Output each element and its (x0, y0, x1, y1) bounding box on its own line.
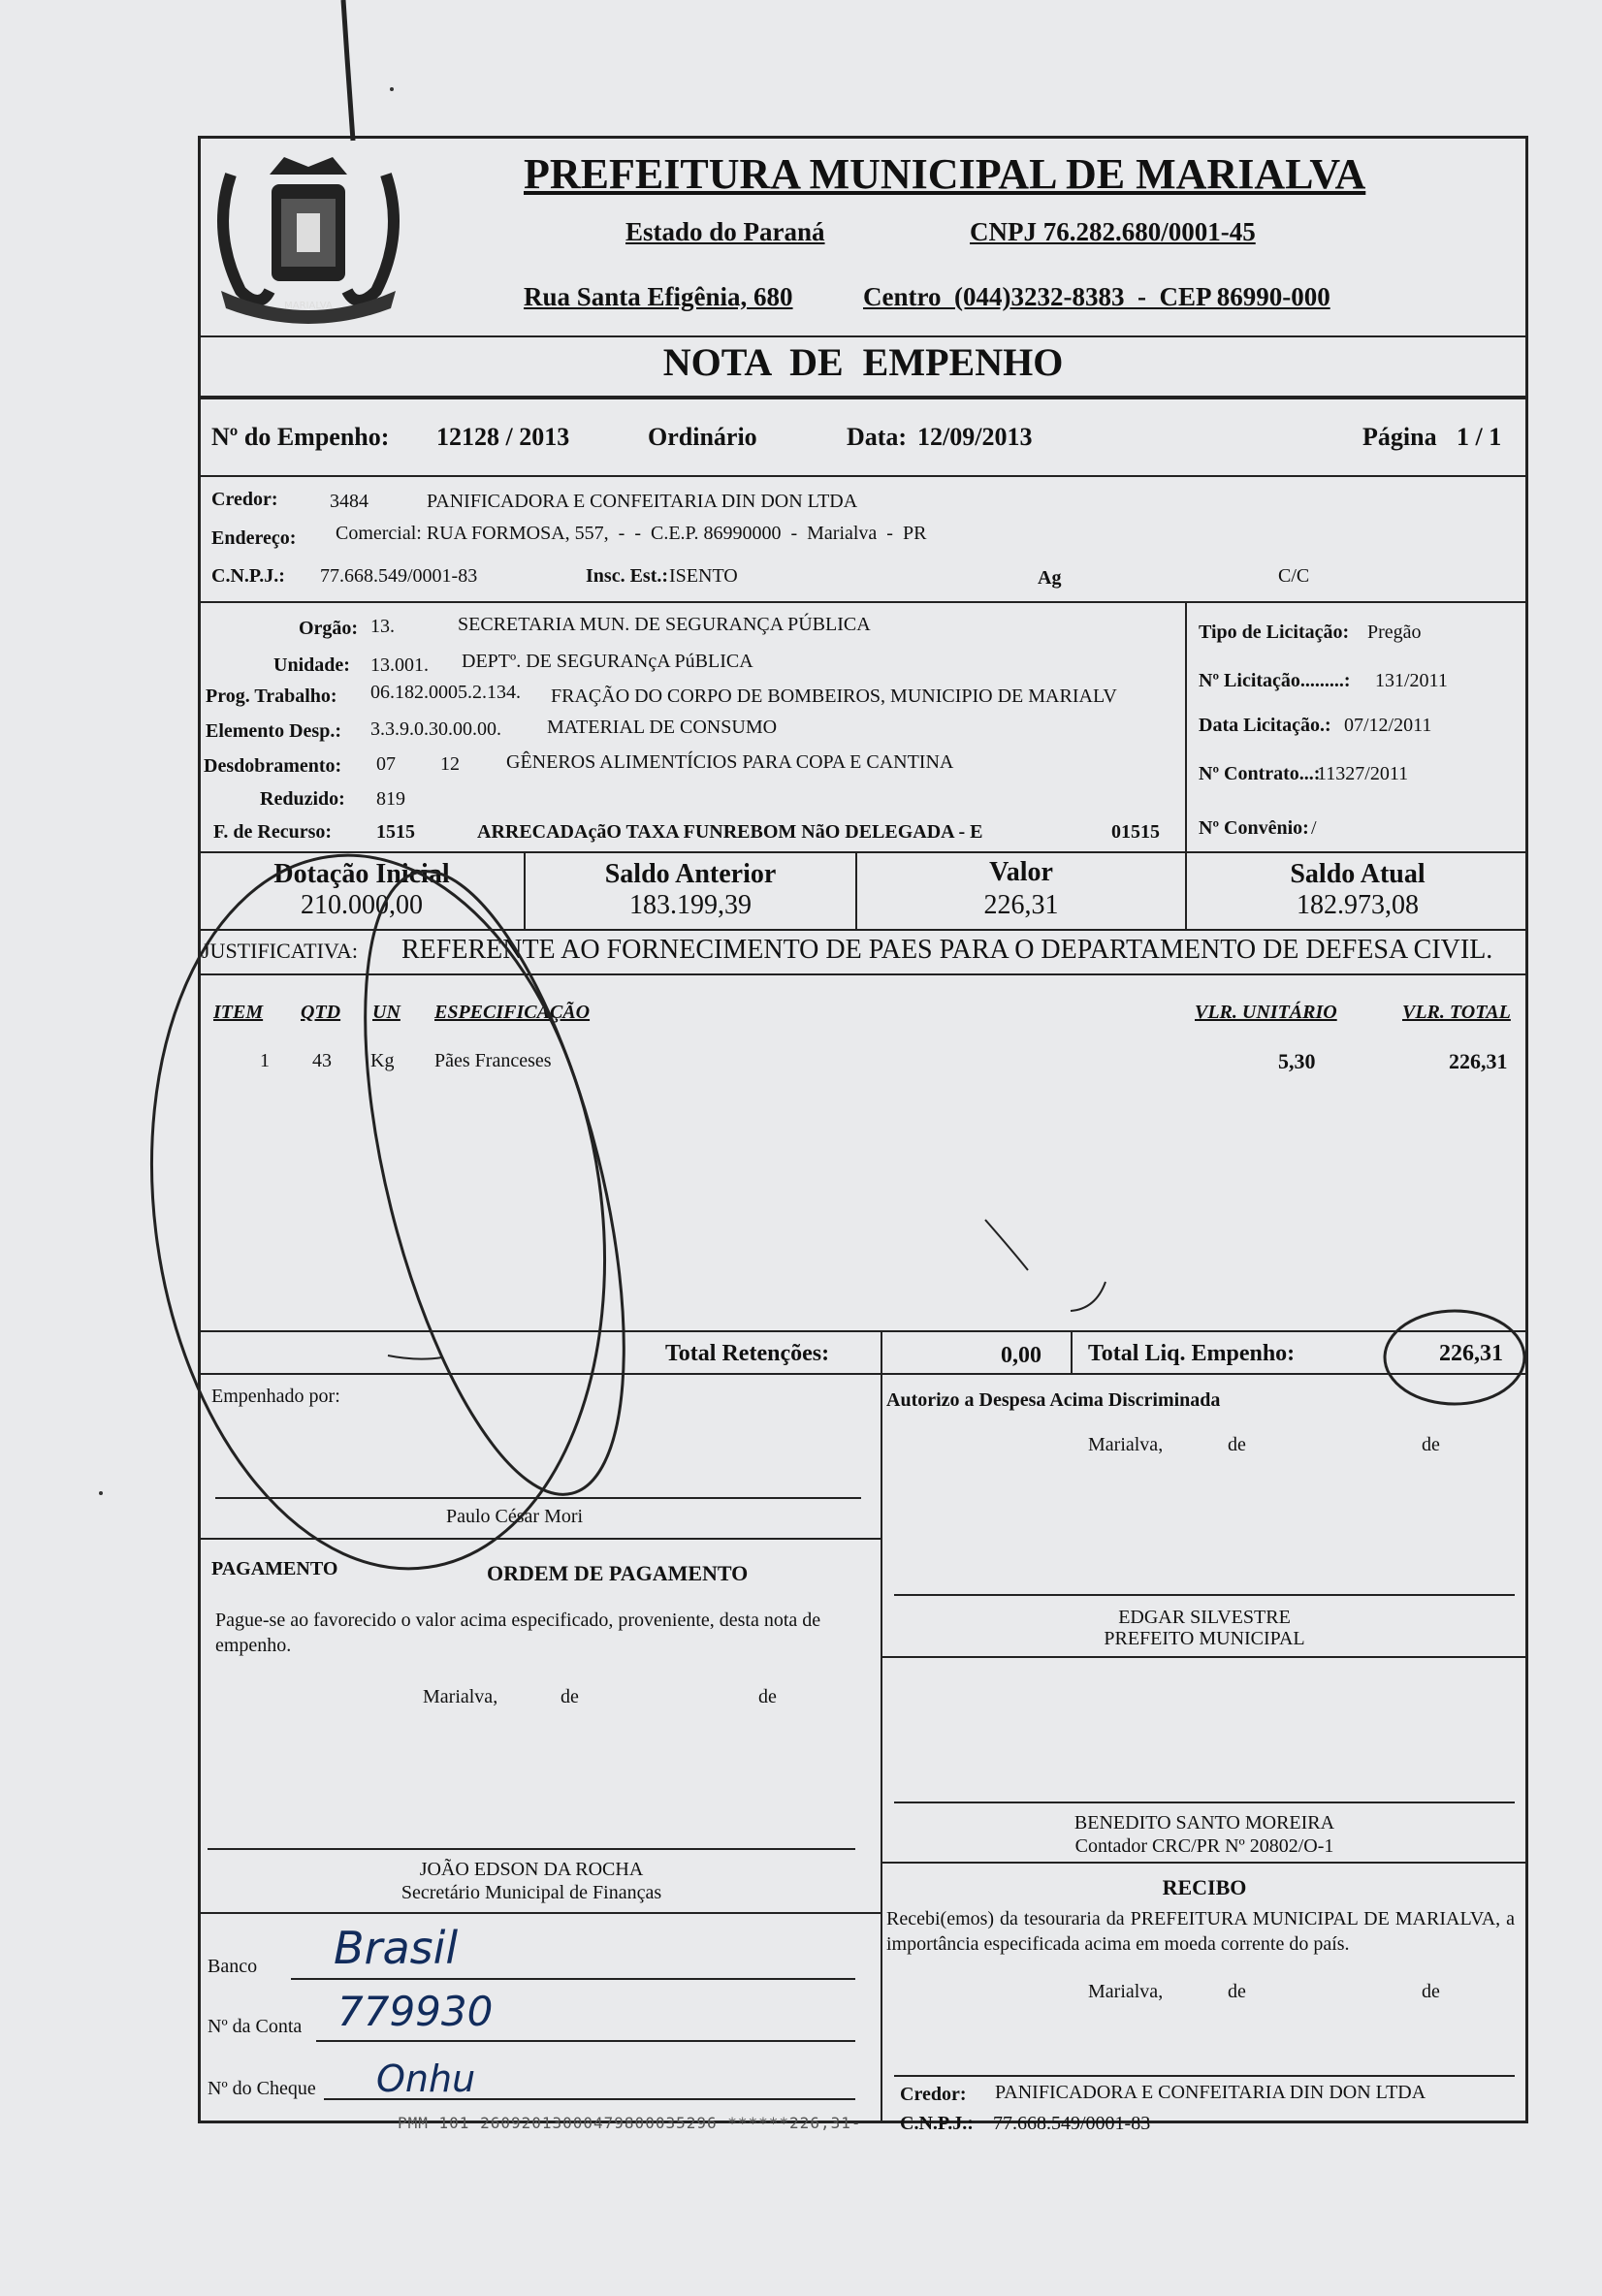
credor-address: Comercial: RUA FORMOSA, 557, - - C.E.P. 86990000 - Marialva - PR (336, 523, 927, 544)
recibo-de1: de (1228, 1981, 1246, 2002)
prefeito-name: EDGAR SILVESTRE (1118, 1607, 1291, 1628)
autorizo-de2: de (1422, 1434, 1440, 1455)
cnpj-label: C.N.P.J.: (211, 565, 285, 587)
conta-handwritten: 779930 (337, 1988, 494, 2035)
seal-text: MARIALVA (284, 301, 333, 311)
saldo-anterior-value: 183.199,39 (629, 890, 752, 920)
banco-handwritten: Brasil (334, 1922, 459, 1974)
recibo-label: RECIBO (1162, 1875, 1247, 1899)
empenhado-label: Empenhado por: (211, 1386, 340, 1407)
unidade-name: DEPTº. DE SEGURANçA PúBLICA (462, 651, 753, 672)
page-number: 1 / 1 (1457, 423, 1502, 451)
prefeito-role: PREFEITO MUNICIPAL (1104, 1628, 1305, 1649)
contrato-value: 11327/2011 (1317, 763, 1409, 784)
elemento-label: Elemento Desp.: (206, 720, 341, 742)
elemento-code: 3.3.9.0.30.00.00. (370, 718, 501, 740)
recibo-place: Marialva, (1088, 1981, 1164, 2002)
cc-label: C/C (1278, 565, 1310, 587)
empenho-date: 12/09/2013 (917, 423, 1033, 451)
unidade-code: 13.001. (370, 654, 429, 676)
licitacao-data-label: Data Licitação.: (1199, 715, 1331, 736)
empenhado-name: Paulo César Mori (446, 1506, 584, 1527)
col-valor-unitario: VLR. UNITÁRIO (1195, 1002, 1337, 1023)
retencoes-value: 0,00 (1001, 1343, 1041, 1368)
recibo-text: Recebi(emos) da tesouraria da PREFEITURA MUNICIPAL DE MARIALVA, a importância especificada acima em moeda corrente do país. (886, 1908, 1515, 1955)
header-cnpj: CNPJ 76.282.680/0001-45 (970, 217, 1256, 246)
row-valor-total: 226,31 (1449, 1049, 1508, 1073)
autorizo-label: Autorizo a Despesa Acima Discriminada (886, 1389, 1221, 1411)
state-name: Estado do Paraná (625, 217, 825, 246)
dotacao-inicial-value: 210.000,00 (301, 890, 423, 920)
pagamento-de2: de (758, 1686, 777, 1707)
empenho-label: Nº do Empenho: (211, 423, 390, 451)
justificativa-text: REFERENTE AO FORNECIMENTO DE PAES PARA O DEPARTAMENTO DE DEFESA CIVIL. (401, 935, 1493, 965)
col-un: UN (372, 1002, 400, 1023)
col-item: ITEM (213, 1002, 264, 1023)
contador-name: BENEDITO SANTO MOREIRA (1073, 1812, 1335, 1834)
banco-label: Banco (208, 1956, 258, 1977)
elemento-name: MATERIAL DE CONSUMO (547, 717, 778, 738)
row-item: 1 (260, 1050, 270, 1071)
licitacao-tipo: Pregão (1367, 622, 1422, 643)
pagamento-text: Pague-se ao favorecido o valor acima especificado, proveniente, desta nota de empenho. (215, 1610, 821, 1656)
saldo-atual-value: 182.973,08 (1297, 890, 1419, 920)
page-title: PREFEITURA MUNICIPAL DE MARIALVA (524, 150, 1366, 198)
secretario-role: Secretário Municipal de Finanças (400, 1882, 662, 1903)
desdob-label: Desdobramento: (204, 755, 342, 777)
justificativa-label: JUSTIFICATIVA: (202, 939, 358, 963)
orgao-label: Orgão: (299, 618, 359, 639)
credor-label: Credor: (211, 489, 278, 510)
document-title: NOTA DE EMPENHO (662, 340, 1064, 384)
orgao-name: SECRETARIA MUN. DE SEGURANÇA PÚBLICA (458, 614, 871, 635)
row-especificacao: Pães Franceses (434, 1050, 552, 1071)
desdob-name: GÊNEROS ALIMENTÍCIOS PARA COPA E CANTINA (506, 751, 954, 773)
contrato-label: Nº Contrato...: (1199, 763, 1321, 784)
conta-label: Nº da Conta (208, 2016, 303, 2037)
page-label: Página (1362, 423, 1437, 451)
empenho-number: 12128 / 2013 (436, 423, 570, 451)
unidade-label: Unidade: (273, 654, 350, 676)
recibo-de2: de (1422, 1981, 1440, 2002)
credor-cnpj: 77.668.549/0001-83 (320, 565, 478, 587)
ordem-pagamento-label: ORDEM DE PAGAMENTO (487, 1561, 749, 1585)
contador-role: Contador CRC/PR Nº 20802/O-1 (1074, 1835, 1334, 1857)
recibo-credor-label: Credor: (900, 2084, 967, 2105)
recurso-name: ARRECADAçãO TAXA FUNREBOM NãO DELEGADA - E (477, 821, 983, 843)
col-qtd: QTD (301, 1002, 341, 1023)
retencoes-label: Total Retenções: (665, 1341, 830, 1366)
saldo-anterior-label: Saldo Anterior (604, 859, 777, 889)
orgao-code: 13. (370, 616, 395, 637)
liq-label: Total Liq. Empenho: (1088, 1341, 1296, 1366)
pagamento-label: PAGAMENTO (211, 1558, 338, 1579)
insc-label: Insc. Est.: (586, 565, 669, 587)
reduzido-label: Reduzido: (260, 788, 345, 810)
insc-value: ISENTO (669, 565, 738, 587)
empenho-type: Ordinário (648, 423, 757, 451)
recurso-label: F. de Recurso: (213, 821, 333, 843)
licitacao-num-label: Nº Licitação.........: (1199, 670, 1351, 691)
dotacao-inicial-label: Dotação Inicial (273, 859, 450, 889)
credor-name: PANIFICADORA E CONFEITARIA DIN DON LTDA (427, 491, 858, 512)
row-un: Kg (370, 1050, 395, 1071)
col-especificacao: ESPECIFICAÇÃO (434, 1002, 591, 1023)
desdob-code2: 12 (440, 753, 460, 775)
pagamento-place: Marialva, (423, 1686, 498, 1707)
licitacao-data: 07/12/2011 (1344, 715, 1432, 736)
endereco-label: Endereço: (211, 527, 297, 549)
row-valor-unitario: 5,30 (1278, 1049, 1316, 1073)
licitacao-num: 131/2011 (1375, 670, 1448, 691)
valor-label: Valor (989, 857, 1053, 887)
convenio-value: / (1311, 817, 1317, 839)
desdob-code1: 07 (376, 753, 396, 775)
credor-code: 3484 (330, 491, 368, 512)
recurso-code2: 01515 (1111, 821, 1160, 843)
municipal-seal-icon (202, 145, 415, 330)
address-details: Centro (044)3232-8383 - CEP 86990-000 (863, 282, 1330, 311)
saldo-atual-label: Saldo Atual (1290, 859, 1426, 889)
cheque-handwritten: Onhu (376, 2057, 476, 2100)
reduzido-value: 819 (376, 788, 405, 810)
liq-value: 226,31 (1439, 1341, 1503, 1366)
street-address: Rua Santa Efigênia, 680 (524, 282, 793, 311)
date-label: Data: (847, 423, 908, 451)
prog-name: FRAÇÃO DO CORPO DE BOMBEIROS, MUNICIPIO DE MARIALV (551, 686, 1117, 707)
licitacao-tipo-label: Tipo de Licitação: (1199, 622, 1350, 643)
autorizo-de1: de (1228, 1434, 1246, 1455)
prog-label: Prog. Trabalho: (206, 686, 337, 707)
ag-label: Ag (1038, 567, 1062, 589)
machine-stamp: PMM 101 26092013000479800035296 ******226,31- (398, 2114, 862, 2132)
autorizo-place: Marialva, (1088, 1434, 1164, 1455)
pen-stroke-top (330, 0, 368, 145)
secretario-name: JOÃO EDSON DA ROCHA (419, 1859, 644, 1880)
col-valor-total: VLR. TOTAL (1402, 1002, 1511, 1023)
recibo-cnpj: 77.668.549/0001-83 (993, 2113, 1151, 2134)
pagamento-de1: de (561, 1686, 579, 1707)
recibo-cnpj-label: C.N.P.J.: (900, 2113, 974, 2134)
recibo-credor: PANIFICADORA E CONFEITARIA DIN DON LTDA (995, 2082, 1426, 2103)
cheque-label: Nº do Cheque (208, 2078, 316, 2099)
recurso-code: 1515 (376, 821, 415, 843)
valor-value: 226,31 (983, 890, 1059, 920)
convenio-label: Nº Convênio: (1199, 817, 1309, 839)
row-qtd: 43 (312, 1050, 332, 1071)
prog-code: 06.182.0005.2.134. (370, 682, 521, 703)
